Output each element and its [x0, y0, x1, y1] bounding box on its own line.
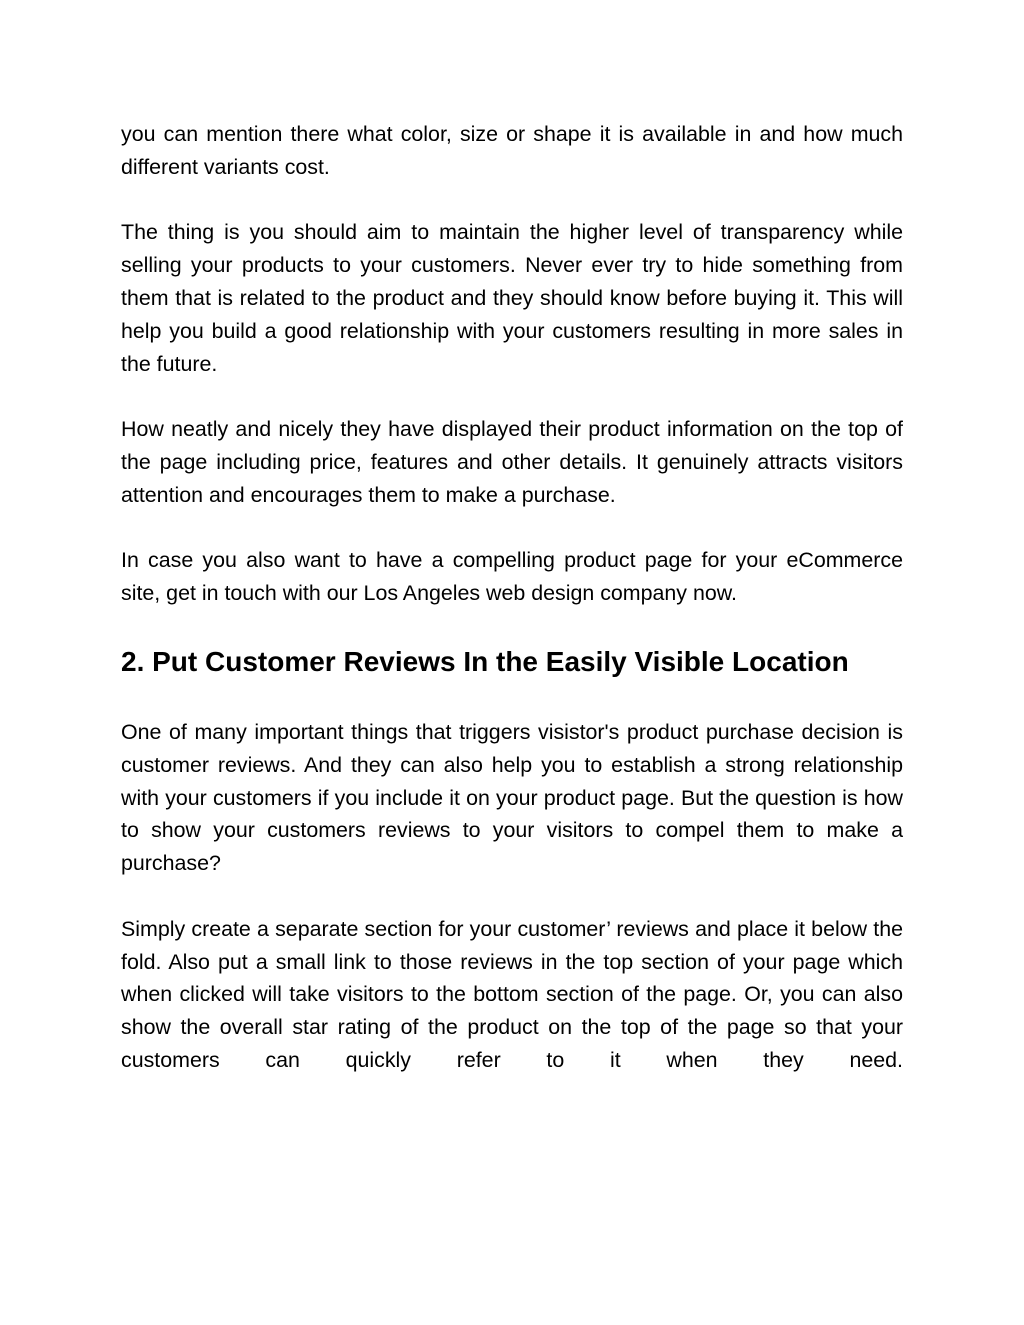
paragraph-reviews-section: Simply create a separate section for your customer’ reviews and place it below the fold. Also put a small link to those reviews in the top section of your page which when clicked will take visitors to the bottom section of the page. Or, you can also show the overall star rating of the product on the top of the page so that your customers can quickly refer to it when they need.: [121, 916, 903, 1072]
document-page: [121, 118, 903, 1077]
paragraph-transparency: The thing is you should aim to maintain the higher level of transparency while selling your products to your customers. Never ever try to hide something from them that is related to the product and they should know before buying it. This will help you build a good relationship with your customers resulting in more sales in the future.: [121, 220, 903, 376]
section-heading: 2. Put Customer Reviews In the Easily Visible Location: [121, 645, 849, 677]
paragraph-customer-reviews: One of many important things that triggers visistor's product purchase decision is customer reviews. And they can also help you to establish a strong relationship with your customers if you include it on your product page. But the question is how to show your customers reviews to your visitors to compel them to make a purchase?: [121, 719, 903, 876]
paragraph-contact-company: In case you also want to have a compelling product page for your eCommerce site, get in touch with our Los Angeles web design company now.: [121, 548, 903, 606]
paragraph-variants: you can mention there what color, size or shape it is available in and how much different variants cost.: [121, 122, 903, 179]
paragraph-product-information: How neatly and nicely they have displayed their product information on the top of the page including price, features and other details. It genuinely attracts visitors attention and encourages them to make a purchase.: [121, 417, 903, 507]
